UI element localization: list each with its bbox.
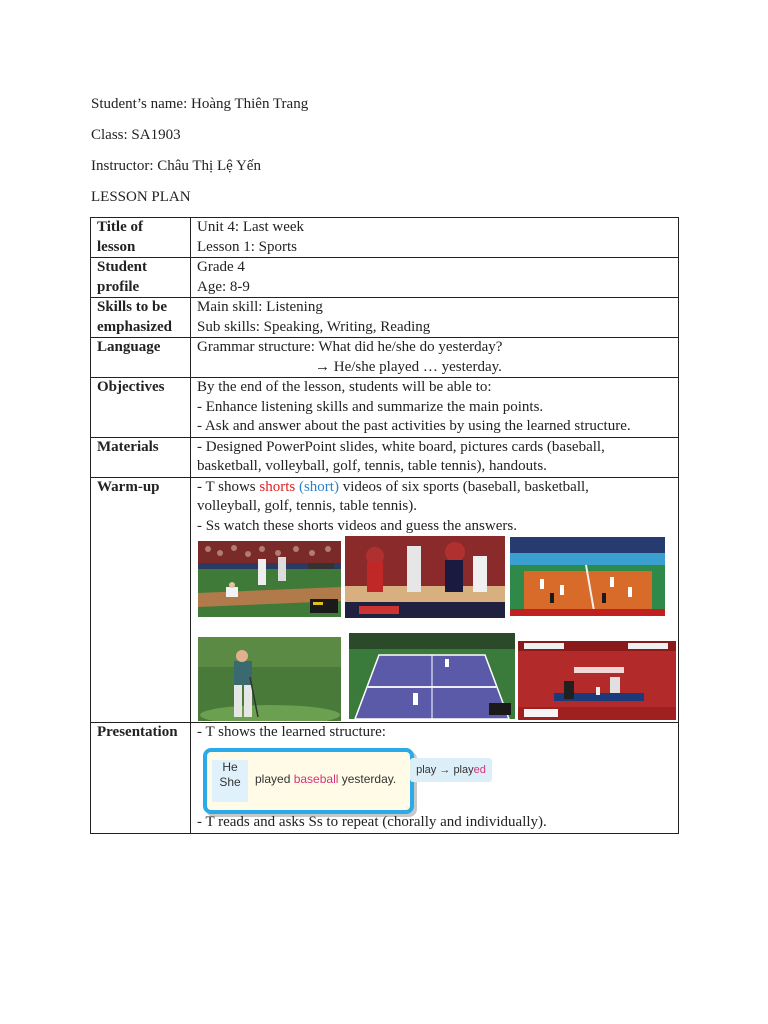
highlight-red: shorts [259,478,296,495]
time-text: yesterday. [338,771,397,786]
materials-line: basketball, volleyball, golf, tennis, table tennis), handouts. [197,458,547,474]
sport-text: baseball [293,771,339,786]
structure-sentence [255,770,396,790]
basketball-photo [345,536,505,618]
lesson-plan-table [90,217,679,834]
doc-title: LESSON PLAN [91,189,191,205]
warmup-text: - T shows [197,478,260,495]
objective-item: - Enhance listening skills and summarize the main points. [197,398,544,415]
row-content [191,298,679,338]
structure-box [203,748,414,814]
instructor-line: Instructor: Châu Thị Lệ Yến [91,158,261,174]
golf-photo [198,637,341,721]
volleyball-photo [510,537,665,616]
verb-stem: play [453,763,474,776]
row-skills [91,298,679,338]
warmup-line: volleyball, golf, tennis, table tennis). [197,498,417,514]
row-presentation [91,723,679,834]
table-tennis-photo [518,641,676,720]
row-objectives [91,378,679,438]
main-skill-line: Main skill: Listening [197,299,323,315]
verb-rule [410,758,492,782]
row-label: Objectives [91,378,191,438]
row-language [91,338,679,378]
unit-line: Unit 4: Last week [197,219,305,235]
row-content [191,218,679,258]
row-profile [91,258,679,298]
row-materials [91,437,679,477]
grammar-line: Grammar structure: What did he/she do yesterday? [197,339,503,355]
row-content [191,723,679,834]
row-label: Warm-up [91,477,191,723]
warmup-line: - Ss watch these shorts videos and guess the answers. [197,517,517,534]
highlight-blue: (short) [298,478,339,495]
pronoun-cell [212,760,248,802]
class-line: Class: SA1903 [91,127,181,143]
verb-text: played [255,771,294,786]
age-line: Age: 8-9 [197,278,250,295]
row-label: Materials [91,437,191,477]
row-content [191,437,679,477]
row-label: Student profile [91,258,191,298]
row-content [191,258,679,298]
materials-line: - Designed PowerPoint slides, white board, pictures cards (baseball, [197,438,605,455]
base-verb: play [416,763,437,776]
presentation-line: - T shows the learned structure: [197,724,386,740]
student-name: Student’s name: Hoàng Thiên Trang [91,96,309,112]
row-label: Skills to be emphasized [91,298,191,338]
baseball-photo [198,541,341,617]
row-title [91,218,679,258]
row-label: Presentation [91,723,191,834]
pronoun-she: She [219,774,241,789]
warmup-line [197,478,672,498]
pronoun-he: He [222,759,238,774]
grade-line: Grade 4 [197,259,245,275]
ed-suffix: ed [473,763,486,776]
objective-item: - Ask and answer about the past activities by using the learned structure. [197,418,631,434]
sports-photos [197,536,672,722]
lesson-line: Lesson 1: Sports [197,238,298,255]
structure-figure [197,743,672,833]
row-content [191,338,679,378]
objective-intro: By the end of the lesson, students will be able to: [197,379,492,395]
warmup-text: videos of six sports (baseball, basketball, [338,478,589,495]
arrow-icon: → [439,763,451,776]
row-content [191,477,679,723]
row-content [191,378,679,438]
answer-line: → He/she played … yesterday. [315,358,502,375]
row-warmup [91,477,679,723]
presentation-line: - T reads and asks Ss to repeat (chorally and individually). [197,813,547,830]
sub-skills-line: Sub skills: Speaking, Writing, Reading [197,318,431,335]
tennis-photo [349,633,515,719]
row-label: Language [91,338,191,378]
row-label: Title of lesson [91,218,191,258]
